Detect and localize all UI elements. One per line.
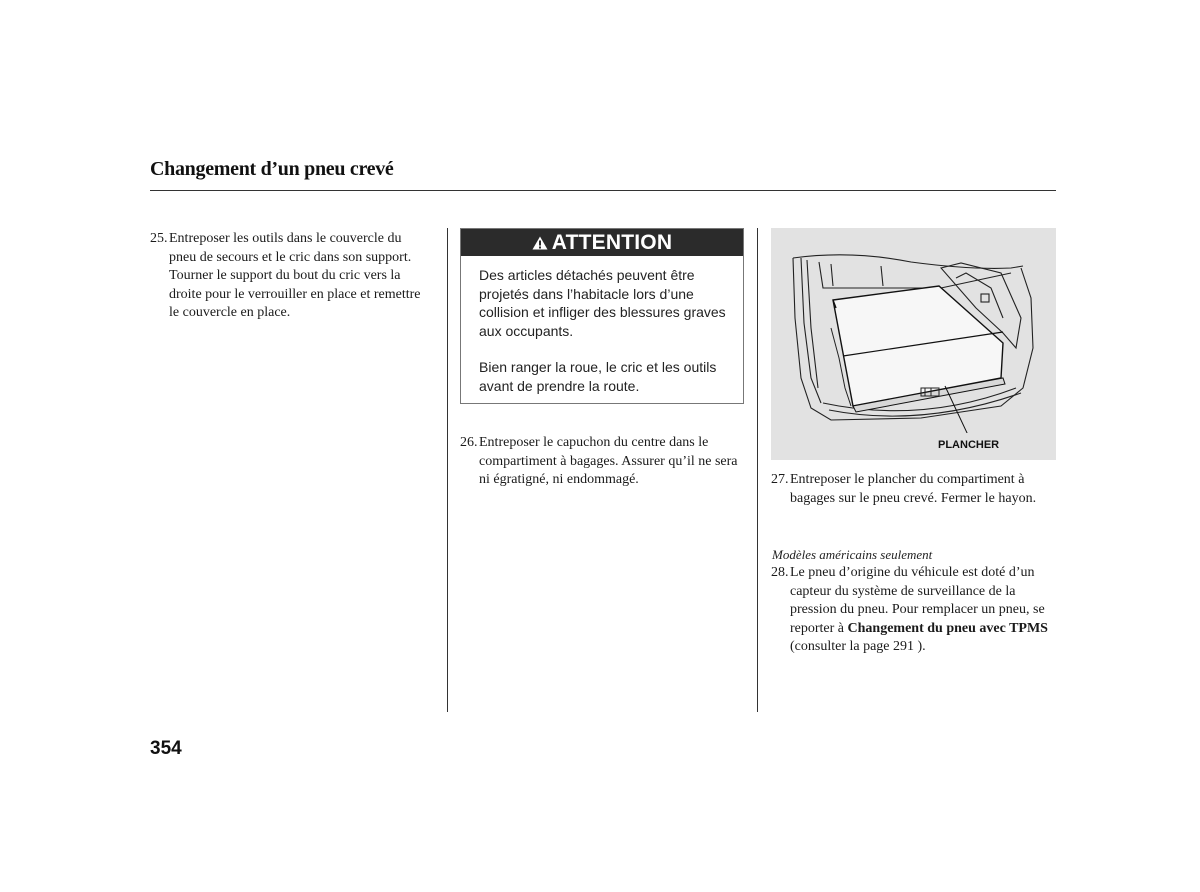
step-text-after: (consulter la page 291 ).: [790, 639, 926, 654]
column-divider-1: [447, 228, 448, 712]
step-number: 27.: [771, 472, 789, 487]
step-text: Entreposer le plancher du compartiment à bagages sur le pneu crevé. Fermer le hayon.: [790, 472, 1037, 506]
step-number: 25.: [150, 231, 168, 246]
cargo-floor-illustration: [771, 228, 1056, 460]
step-number: 26.: [460, 435, 478, 450]
cross-reference-link[interactable]: Changement du pneu avec TPMS: [847, 620, 1048, 636]
page-number: 354: [150, 738, 182, 759]
step-number: 28.: [771, 565, 789, 580]
page-title: Changement d’un pneu crevé: [150, 158, 394, 180]
step-28: [771, 564, 1061, 657]
warning-paragraph-1: Des articles détachés peuvent être projetés dans l’habitacle lors d’une collision et infliger des blessures graves aux occupants.: [479, 267, 726, 339]
warning-body: [461, 256, 743, 395]
figure-label: PLANCHER: [938, 439, 1000, 451]
step-25: [150, 230, 432, 323]
step-text: [771, 564, 1061, 657]
trunk-drawing: [771, 228, 1056, 433]
warning-heading: ATTENTION: [551, 230, 673, 254]
warning-header: [461, 229, 743, 256]
step-text-before: Le pneu d’origine du véhicule est doté d’un capteur du système de surveillance de la pression du pneu. Pour remplacer un pneu, se reporter à: [790, 565, 1045, 636]
warning-triangle-icon: [532, 236, 548, 250]
column-divider-2: [757, 228, 758, 712]
step-26: [460, 434, 744, 490]
model-note: Modèles américains seulement: [772, 547, 933, 562]
title-divider: [150, 190, 1056, 191]
step-text: Entreposer le capuchon du centre dans le compartiment à bagages. Assurer qu’il ne sera ni égratigné, ni endommagé.: [479, 435, 738, 487]
step-text: Entreposer les outils dans le couvercle du pneu de secours et le cric dans son support. Tourner le support du bout du cric vers la droite pour le verrouiller en place et remettre le couvercle en place.: [169, 231, 421, 320]
warning-paragraph-2: Bien ranger la roue, le cric et les outils avant de prendre la route.: [479, 359, 717, 394]
warning-box: [460, 228, 744, 404]
step-27: [771, 471, 1057, 508]
